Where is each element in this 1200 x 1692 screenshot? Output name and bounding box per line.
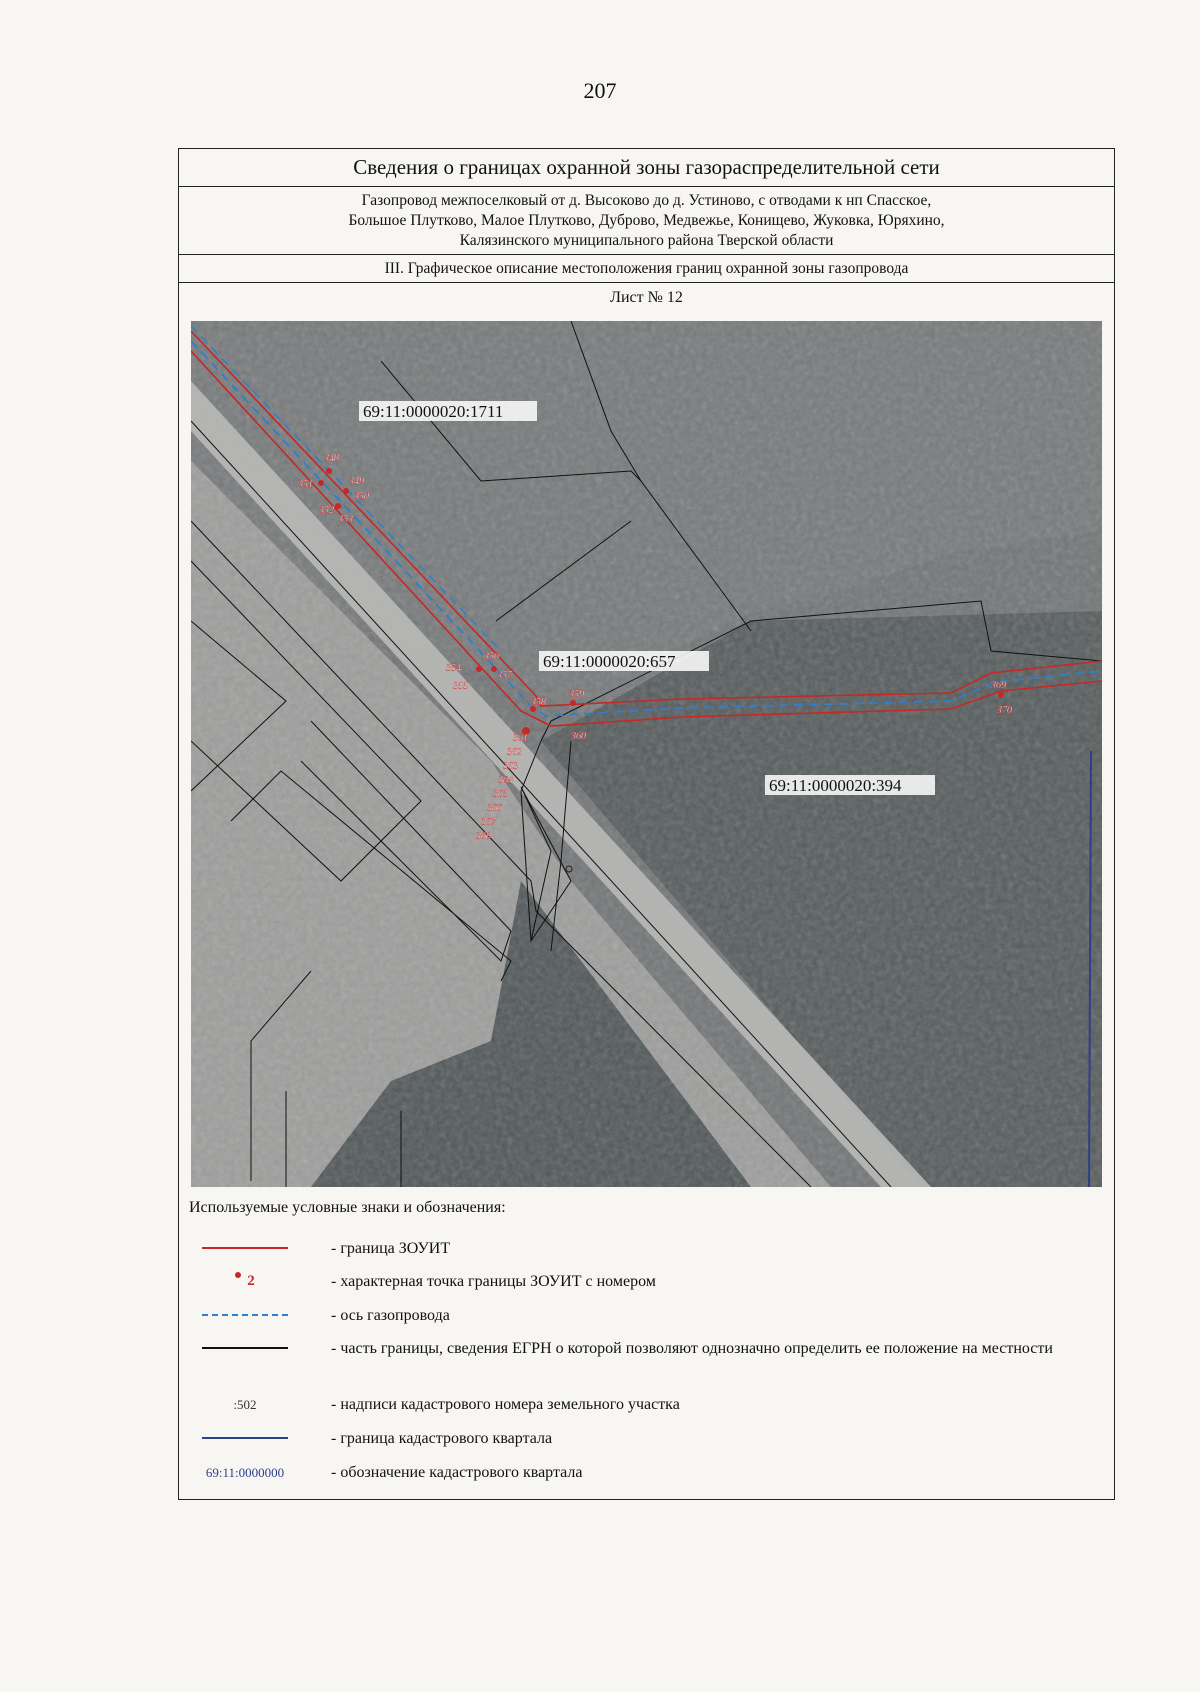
point-label: 356 — [484, 651, 499, 662]
parcel-label[interactable]: 69:11:0000020:394 — [769, 776, 902, 795]
legend-text: - надписи кадастрового номера земельного участка — [331, 1396, 680, 1413]
cadastral-map[interactable] — [191, 321, 1102, 1187]
point-label: 357 — [497, 670, 512, 681]
page-number: 207 — [583, 78, 617, 103]
sheet-label: Лист № 12 — [610, 289, 683, 306]
pipeline-description-line: Калязинского муниципального района Тверской области — [459, 232, 834, 249]
point-label: 370 — [997, 705, 1012, 716]
point-label: 366 — [487, 803, 502, 814]
boundary-point — [998, 692, 1004, 698]
red-point-icon — [189, 1270, 301, 1292]
legend-text: - граница ЗОУИТ — [331, 1240, 451, 1257]
document-title: Сведения о границах охранной зоны газораспределительной сети — [179, 149, 1114, 187]
quarter-number-sample: 69:11:0000000 — [205, 1464, 285, 1480]
point-label: 358 — [531, 697, 546, 708]
black-line-icon — [189, 1337, 301, 1359]
legend-text: - граница кадастрового квартала — [331, 1430, 553, 1447]
legend-text: - ось газопровода — [331, 1307, 450, 1324]
boundary-point — [476, 666, 482, 672]
point-label: 365 — [493, 789, 508, 800]
point-label: 364 — [498, 775, 513, 786]
boundary-point — [335, 503, 341, 509]
pipeline-description-line: Газопровод межпоселковый от д. Высоково до д. Устиново, с отводами к нп Спасское, — [361, 192, 932, 209]
blue-dash-icon — [189, 1304, 301, 1326]
point-label: 367 — [481, 817, 496, 828]
boundary-point — [570, 700, 576, 706]
pipeline-description — [179, 187, 1114, 255]
point-label: 352 — [319, 505, 334, 516]
navy-line-icon — [189, 1427, 301, 1449]
map-canvas — [191, 321, 1102, 1187]
point-label: 361 — [513, 733, 528, 744]
point-label: 349 — [349, 476, 364, 487]
red-line-icon — [189, 1237, 301, 1259]
legend-text: - часть границы, сведения ЕГРН о которой позволяют однозначно определить ее положение на местности — [331, 1340, 1053, 1357]
legend-text: - характерная точка границы ЗОУИТ с номером — [331, 1273, 656, 1290]
point-label: 363 — [503, 761, 518, 772]
point-label: 351 — [298, 479, 313, 490]
legend-text: - обозначение кадастрового квартала — [331, 1464, 583, 1481]
parcel-label[interactable]: 69:11:0000020:657 — [543, 652, 676, 671]
boundary-point — [343, 488, 349, 494]
parcel-label[interactable]: 69:11:0000020:1711 — [363, 402, 504, 421]
boundary-point — [318, 480, 324, 486]
point-number: 2 — [247, 1272, 255, 1289]
point-label: 350 — [354, 491, 369, 502]
point-label: 369 — [991, 680, 1006, 691]
point-label: 354 — [446, 663, 461, 674]
ground-texture — [191, 321, 1102, 1187]
text-symbol — [189, 1393, 301, 1415]
pipeline-description-line: Большое Плутково, Малое Плутково, Дуброво, Медвежье, Конищево, Жуковка, Юряхино, — [348, 212, 945, 229]
parcel-number-sample: :502 — [233, 1396, 257, 1412]
legend-title: Используемые условные знаки и обозначения: — [189, 1199, 506, 1216]
point-label: 368 — [476, 831, 491, 842]
point-label: 348 — [324, 453, 339, 464]
point-label: 355 — [453, 681, 468, 692]
section-title: III. Графическое описание местоположения границ охранной зоны газопровода — [179, 255, 1114, 283]
point-label: 359 — [569, 689, 584, 700]
document-frame — [178, 148, 1115, 1500]
point-label: 353 — [338, 514, 353, 525]
point-label: 360 — [571, 731, 586, 742]
point-label: 362 — [507, 747, 522, 758]
boundary-point — [326, 468, 332, 474]
quarter-text-symbol — [189, 1461, 301, 1483]
